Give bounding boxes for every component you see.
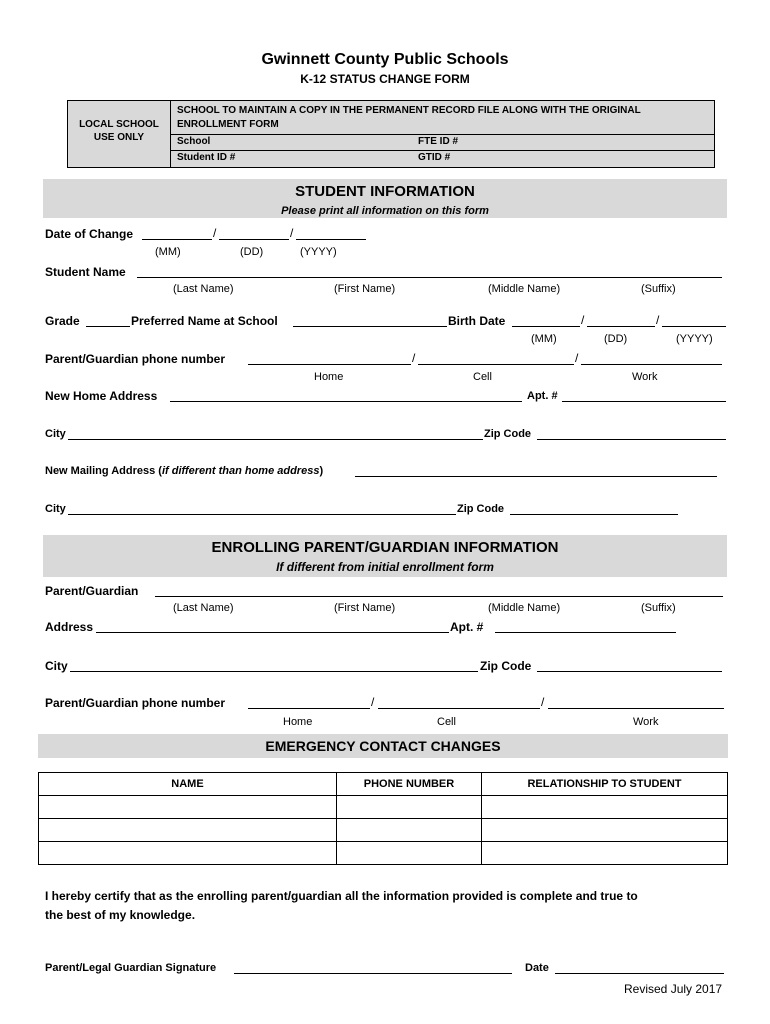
date-of-change-field[interactable]: / / (142, 227, 367, 241)
student-name-field[interactable] (137, 265, 722, 278)
parent-first-caption: (First Name) (334, 602, 396, 614)
birth-date-field[interactable]: / / (512, 314, 727, 328)
student-section-title: STUDENT INFORMATION (295, 183, 475, 200)
parent-phone-work-caption: Work (633, 716, 659, 728)
parent-zip-label: Zip Code (480, 659, 532, 673)
phone-cell[interactable] (337, 796, 482, 819)
zip-field[interactable] (537, 427, 726, 440)
date-dd-caption: (DD) (240, 246, 264, 258)
parent-guardian-field[interactable] (155, 584, 723, 597)
phone-cell[interactable] (337, 842, 482, 865)
phone-column-header: PHONE NUMBER (337, 773, 482, 796)
parent-phone-field[interactable]: / / (248, 696, 724, 710)
parent-middle-caption: (Middle Name) (488, 602, 561, 614)
zip-label: Zip Code (484, 428, 532, 440)
parent-apt-label: Apt. # (450, 620, 484, 634)
table-row (39, 842, 728, 865)
name-cell[interactable] (39, 842, 337, 865)
mailing-city-field[interactable] (68, 502, 456, 515)
parent-guardian-label: Parent/Guardian (45, 584, 139, 598)
date-of-change-label: Date of Change (45, 227, 134, 241)
grade-label: Grade (45, 314, 80, 328)
student-phone-label: Parent/Guardian phone number (45, 352, 226, 366)
relationship-cell[interactable] (482, 819, 728, 842)
record-instruction: SCHOOL TO MAINTAIN A COPY IN THE PERMANENT RECORD FILE ALONG WITH THE ORIGINAL ENROLLMENT FORM (177, 105, 641, 130)
parent-address-label: Address (45, 620, 94, 634)
relationship-cell[interactable] (482, 842, 728, 865)
parent-section-subtitle: If different from initial enrollment form (276, 560, 494, 574)
birth-date-label: Birth Date (448, 314, 506, 328)
date-mm-caption: (MM) (155, 246, 181, 258)
first-name-caption: (First Name) (334, 283, 396, 295)
parent-city-label: City (45, 659, 68, 673)
date-yyyy-caption: (YYYY) (300, 246, 337, 258)
emergency-contact-table (38, 772, 728, 865)
name-column-header: NAME (39, 773, 337, 796)
last-name-caption: (Last Name) (173, 283, 234, 295)
mailing-address-label: New Mailing Address (if different than home address) (45, 465, 324, 477)
mailing-zip-label: Zip Code (457, 503, 505, 515)
city-label: City (45, 428, 66, 440)
student-phone-home-caption: Home (314, 371, 344, 383)
apt-field[interactable] (562, 389, 726, 402)
name-cell[interactable] (39, 796, 337, 819)
name-cell[interactable] (39, 819, 337, 842)
fte-label: FTE ID # (418, 136, 459, 147)
gtid-label: GTID # (418, 152, 451, 163)
form-subtitle: K-12 STATUS CHANGE FORM (300, 72, 470, 86)
emergency-section-title: EMERGENCY CONTACT CHANGES (265, 738, 501, 754)
relationship-column-header: RELATIONSHIP TO STUDENT (482, 773, 728, 796)
parent-phone-cell-caption: Cell (437, 716, 456, 728)
signature-date-field[interactable] (555, 961, 724, 974)
parent-section-title: ENROLLING PARENT/GUARDIAN INFORMATION (211, 539, 559, 556)
apt-label: Apt. # (527, 390, 558, 402)
parent-suffix-caption: (Suffix) (641, 602, 676, 614)
signature-date-label: Date (525, 962, 549, 974)
middle-name-caption: (Middle Name) (488, 283, 561, 295)
parent-last-caption: (Last Name) (173, 602, 234, 614)
table-header-row (39, 773, 728, 796)
student-section-subtitle: Please print all information on this form (281, 205, 489, 217)
mailing-zip-field[interactable] (510, 502, 678, 515)
student-phone-work-caption: Work (632, 371, 658, 383)
suffix-caption: (Suffix) (641, 283, 676, 295)
grade-field[interactable] (86, 314, 130, 327)
birth-mm-caption: (MM) (531, 333, 557, 345)
preferred-name-label: Preferred Name at School (131, 314, 278, 328)
parent-phone-home-caption: Home (283, 716, 313, 728)
parent-phone-label: Parent/Guardian phone number (45, 696, 226, 710)
signature-label: Parent/Legal Guardian Signature (45, 962, 217, 974)
birth-yyyy-caption: (YYYY) (676, 333, 713, 345)
local-school-label: LOCAL SCHOOL USE ONLY (79, 119, 159, 143)
phone-cell[interactable] (337, 819, 482, 842)
table-row (39, 796, 728, 819)
certification-line-2: the best of my knowledge. (45, 908, 196, 922)
page-title: Gwinnett County Public Schools (261, 51, 509, 68)
new-home-address-label: New Home Address (45, 389, 158, 403)
parent-address-field[interactable] (96, 620, 449, 633)
student-name-label: Student Name (45, 265, 126, 279)
signature-field[interactable] (234, 961, 512, 974)
local-school-box (67, 100, 715, 168)
school-label: School (177, 136, 211, 147)
student-phone-cell-caption: Cell (473, 371, 492, 383)
new-home-address-field[interactable] (170, 389, 522, 402)
student-id-label: Student ID # (177, 152, 236, 163)
relationship-cell[interactable] (482, 796, 728, 819)
parent-apt-field[interactable] (495, 620, 676, 633)
birth-dd-caption: (DD) (604, 333, 628, 345)
city-field[interactable] (68, 427, 483, 440)
revision-note: Revised July 2017 (624, 982, 723, 996)
parent-city-field[interactable] (70, 659, 478, 672)
mailing-city-label: City (45, 503, 66, 515)
table-row (39, 819, 728, 842)
mailing-address-field[interactable] (355, 464, 717, 477)
certification-line-1: I hereby certify that as the enrolling parent/guardian all the information provided is complete and true to (45, 889, 638, 903)
student-phone-field[interactable]: / / (248, 352, 722, 366)
preferred-name-field[interactable] (293, 314, 447, 327)
parent-zip-field[interactable] (537, 659, 722, 672)
